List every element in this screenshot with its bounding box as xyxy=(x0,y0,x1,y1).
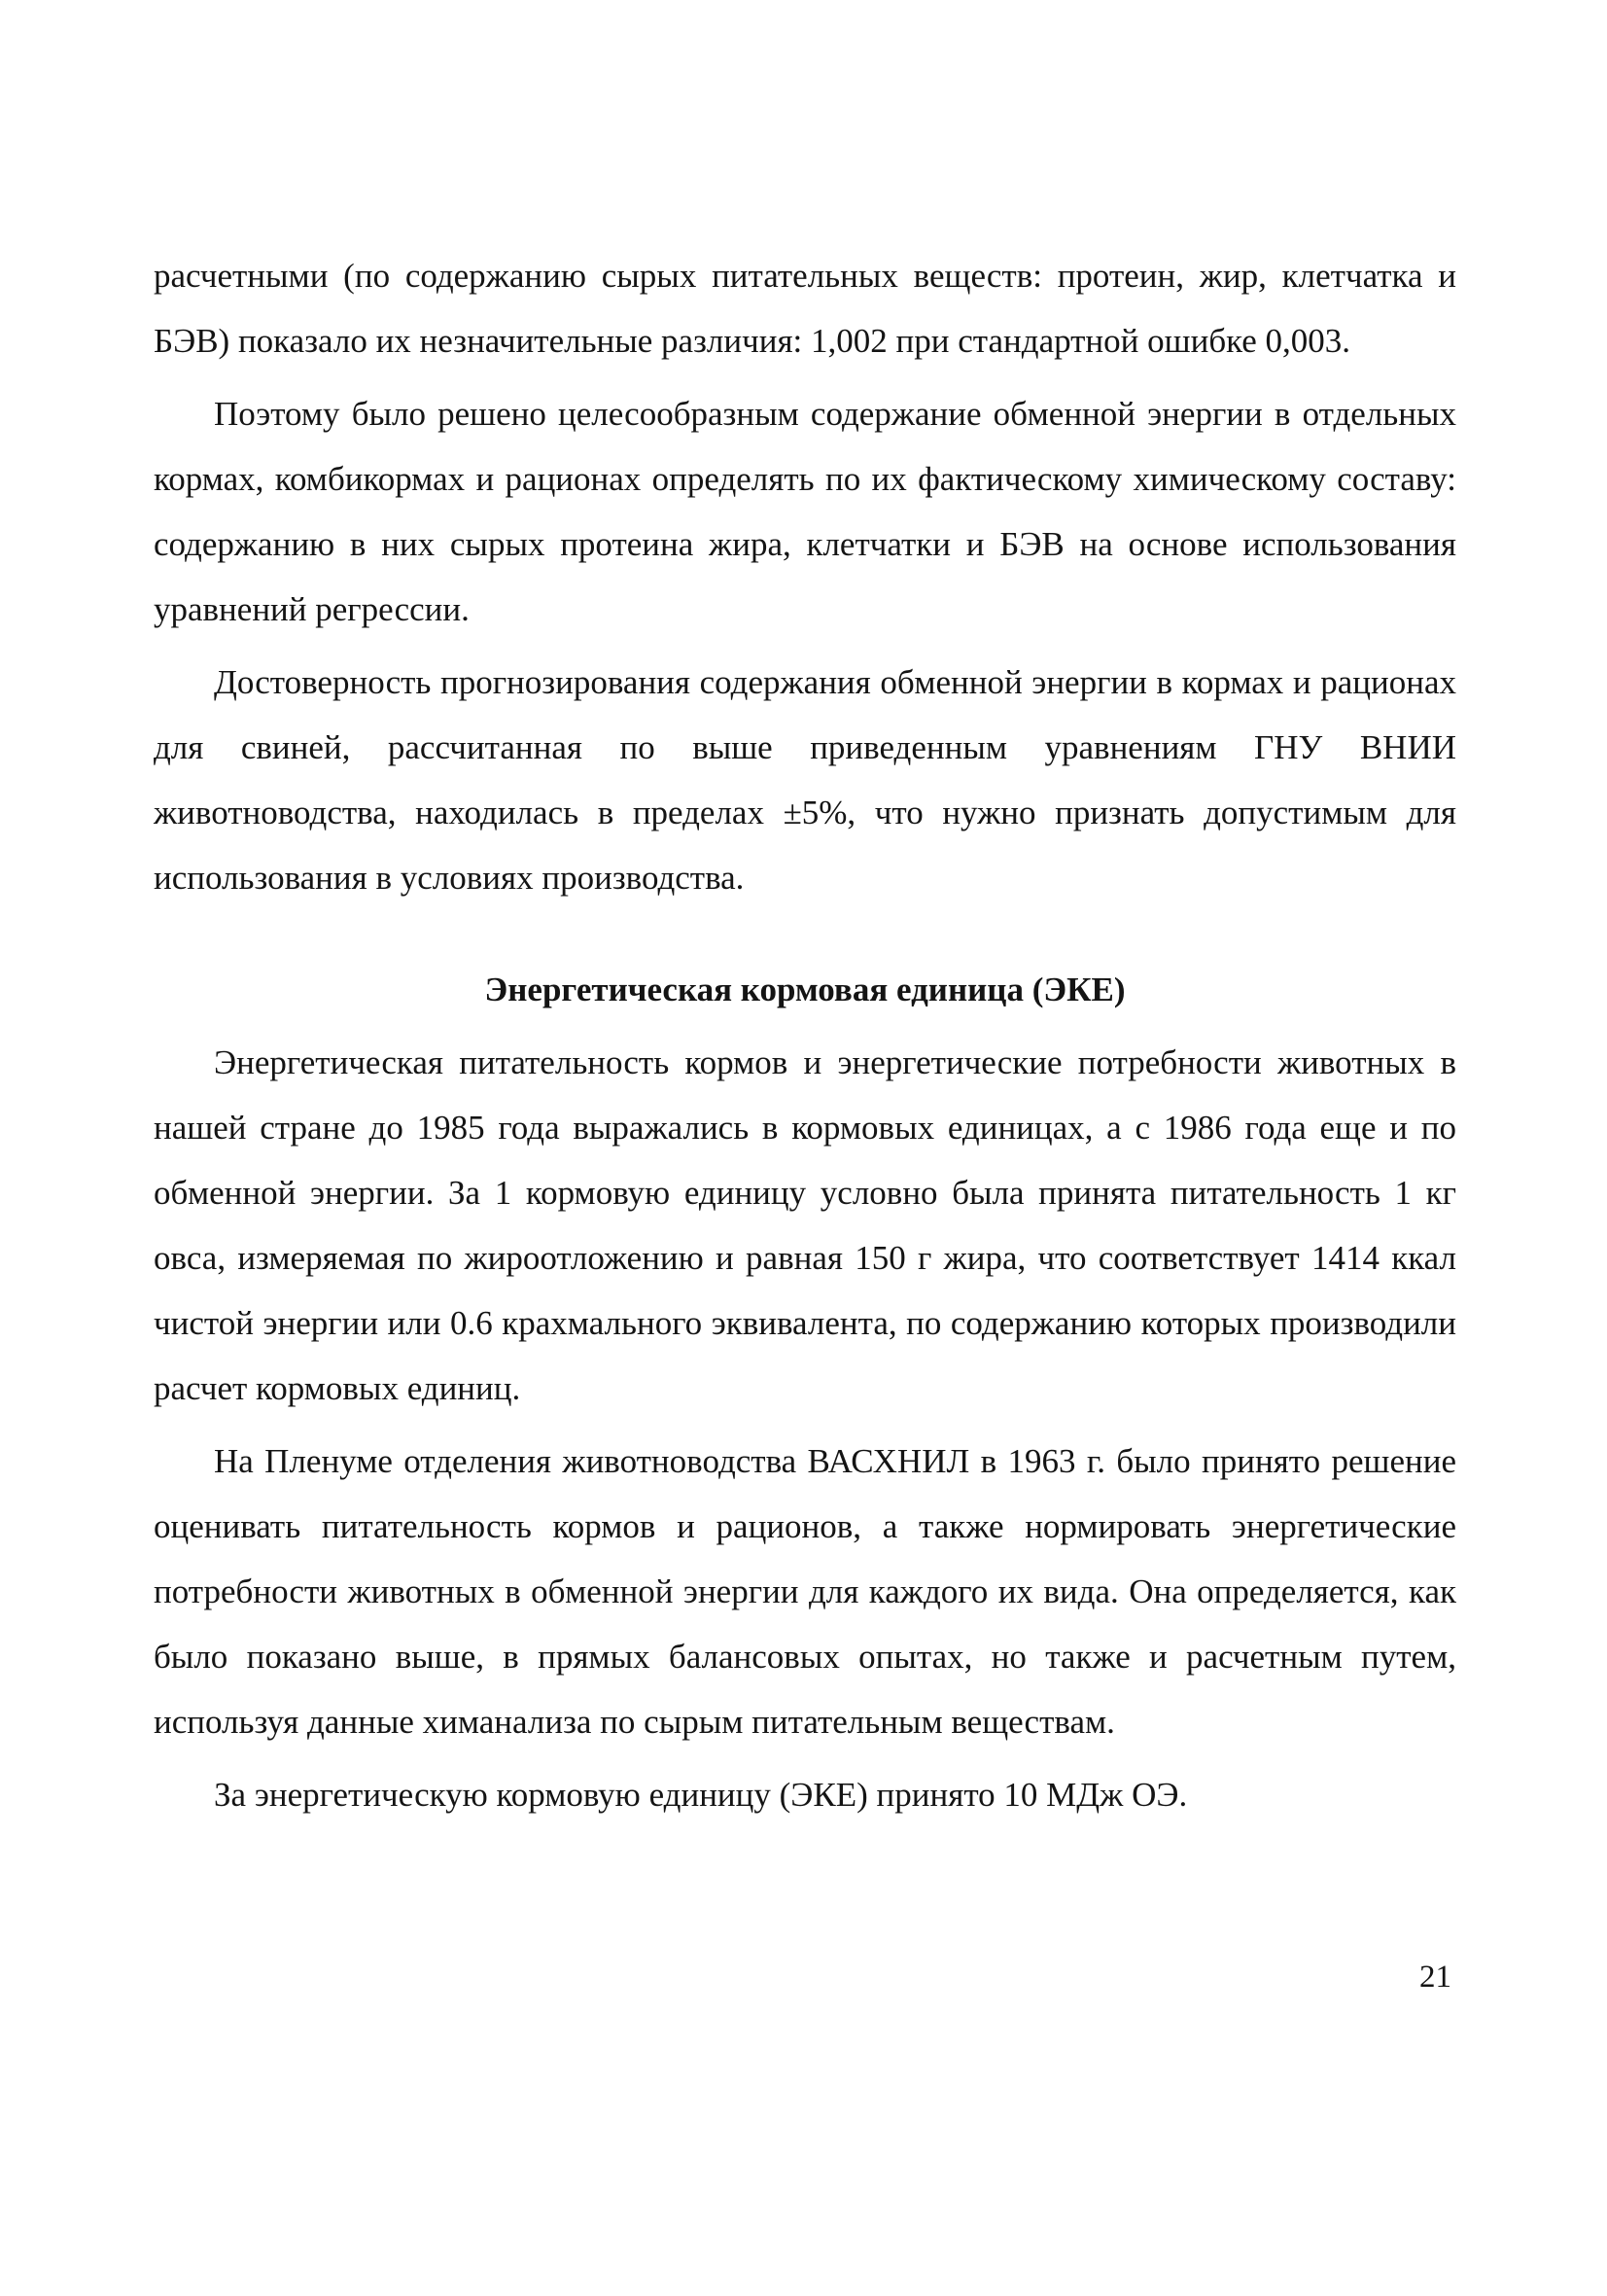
paragraph-regression: Поэтому было решено целесообразным содержание обменной энергии в отдельных кормах, комбикормах и рационах определять по их фактическому химическому составу: содержанию в них сырых протеина жира, клетчатки и БЭВ на основе использования уравнений регрессии. xyxy=(154,395,1456,628)
paragraph-plenum: На Пленуме отделения животноводства ВАСХНИЛ в 1963 г. было принято решение оценивать питательность кормов и рационов, а также нормировать энергетические потребности животных в обменной энергии для каждого их вида. Она определяется, как было показано выше, в прямых балансовых опытах, но также и расчетным путем, используя данные химанализа по сырым питательным веществам. xyxy=(154,1442,1456,1741)
document-page xyxy=(154,243,1456,1827)
page-number: 21 xyxy=(1419,1960,1451,1995)
section-heading: Энергетическая кормовая единица (ЭКЕ) xyxy=(484,971,1126,1008)
paragraph-eke-definition: За энергетическую кормовую единицу (ЭКЕ) принято 10 МДж ОЭ. xyxy=(214,1776,1188,1814)
paragraph-continuation: расчетными (по содержанию сырых питательных веществ: протеин, жир, клетчатка и БЭВ) показало их незначительные различия: 1,002 при стандартной ошибке 0,003. xyxy=(154,257,1456,360)
paragraph-feed-units: Энергетическая питательность кормов и энергетические потребности животных в нашей стране до 1985 года выражались в кормовых единицах, а с 1986 года еще и по обменной энергии. За 1 кормовую единицу условно была принята питательность 1 кг овса, измеряемая по жироотложению и равная 150 г жира, что соответствует 1414 ккал чистой энергии или 0.6 крахмального эквивалента, по содержанию которых производили расчет кормовых единиц. xyxy=(154,1043,1456,1407)
paragraph-reliability: Достоверность прогнозирования содержания обменной энергии в кормах и рационах для свиней, рассчитанная по выше приведенным уравнениям ГНУ ВНИИ животноводства, находилась в пределах ±5%, что нужно признать допустимым для использования в условиях производства. xyxy=(154,663,1456,897)
